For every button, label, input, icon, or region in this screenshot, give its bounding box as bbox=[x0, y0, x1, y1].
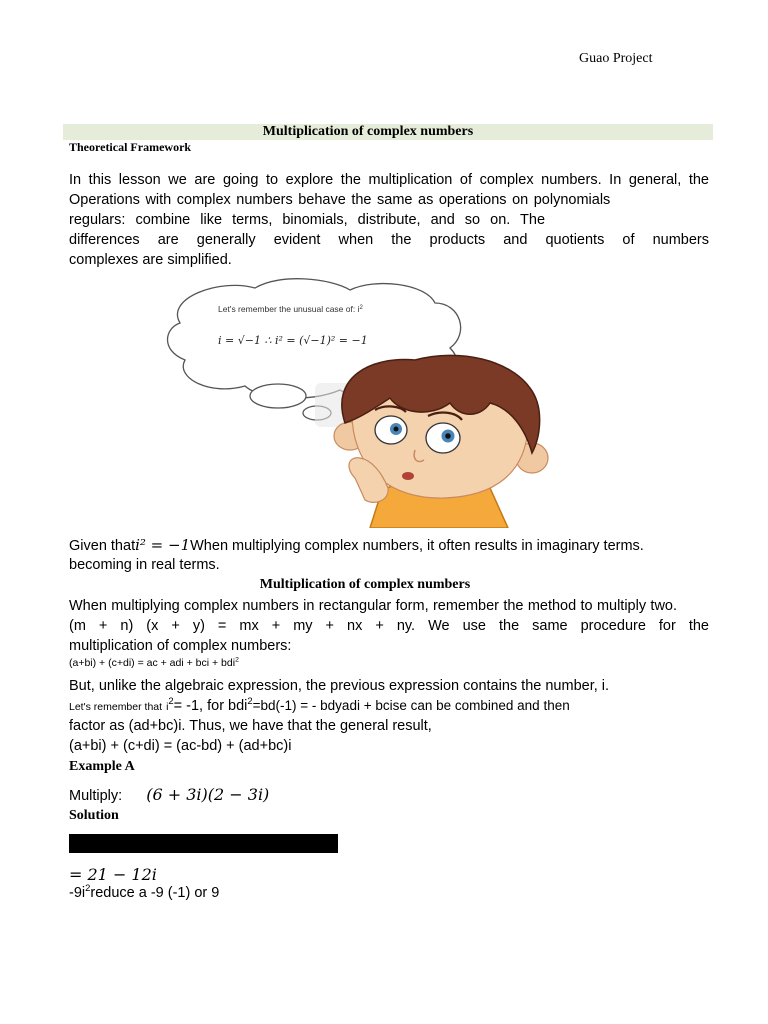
thinking-boy-illustration bbox=[160, 278, 720, 528]
section2-line: (m + n) (x + y) = mx + my + nx + ny. We use the same procedure for the bbox=[69, 618, 709, 634]
factor-line: factor as (ad+bc)i. Thus, we have that the general result, bbox=[69, 718, 432, 734]
multiply-expression: (6 + 3i)(2 − 3i) bbox=[146, 785, 270, 804]
section2-paragraph bbox=[69, 596, 709, 656]
section2-title: Multiplication of complex numbers bbox=[259, 577, 471, 592]
solution-label: Solution bbox=[69, 808, 119, 823]
bubble-formula: i = √−1 ∴ i² = (√−1)² = −1 bbox=[218, 334, 368, 347]
intro-line: In this lesson we are going to explore the multiplication of complex numbers. In general, the bbox=[69, 172, 709, 188]
intro-line: regulars: combine like terms, binomials, distribute, and so on. The bbox=[69, 212, 546, 228]
formula-expanded: (a+bi) + (c+di) = ac + adi + bci + bdi$^2$ bbox=[69, 656, 239, 669]
general-result: (a+bi) + (c+di) = (ac-bd) + (ad+bc)i bbox=[69, 738, 292, 754]
given-prefix: Given that bbox=[69, 538, 136, 554]
multiply-row bbox=[69, 785, 709, 806]
intro-line: Operations with complex numbers behave the same as operations on polynomials bbox=[69, 192, 611, 208]
but-line: But, unlike the algebraic expression, the previous expression contains the number, i. bbox=[69, 678, 610, 694]
boy-figure bbox=[334, 355, 548, 528]
page-title: Multiplication of complex numbers bbox=[262, 124, 474, 139]
given-math: i² = −1 bbox=[135, 536, 191, 554]
multiply-label: Multiply: bbox=[69, 788, 123, 804]
intro-line: differences are generally evident when the products and quotients of numbers bbox=[69, 232, 709, 248]
given-line bbox=[69, 535, 709, 555]
remember-line: Let's remember that $i^2= -1$, for bdi$^2$=bd(-1) = - bdyadi + bcise can be combined and then bbox=[69, 695, 570, 714]
reduce-line: $-9i^2reduce$ a -9 (-1) or 9 bbox=[69, 882, 220, 901]
title-band bbox=[63, 124, 713, 140]
bubble-caption: Let's remember the unusual case of: $i^2$ bbox=[218, 304, 363, 314]
given-line-2: becoming in real terms. bbox=[69, 557, 220, 573]
result-expression: = 21 − 12i bbox=[69, 865, 157, 884]
given-rest: When multiplying complex numbers, it often results in imaginary terms. bbox=[190, 538, 644, 554]
section2-line: When multiplying complex numbers in rectangular form, remember the method to multiply two. bbox=[69, 598, 678, 614]
redacted-bar bbox=[69, 834, 338, 853]
given-paragraph bbox=[69, 535, 709, 575]
section-subheading: Theoretical Framework bbox=[69, 140, 192, 154]
example-label: Example A bbox=[69, 759, 135, 774]
section2-line: multiplication of complex numbers: bbox=[69, 638, 292, 654]
intro-paragraph bbox=[69, 170, 709, 270]
intro-line: complexes are simplified. bbox=[69, 252, 232, 268]
header-project-name: Guao Project bbox=[579, 51, 653, 66]
